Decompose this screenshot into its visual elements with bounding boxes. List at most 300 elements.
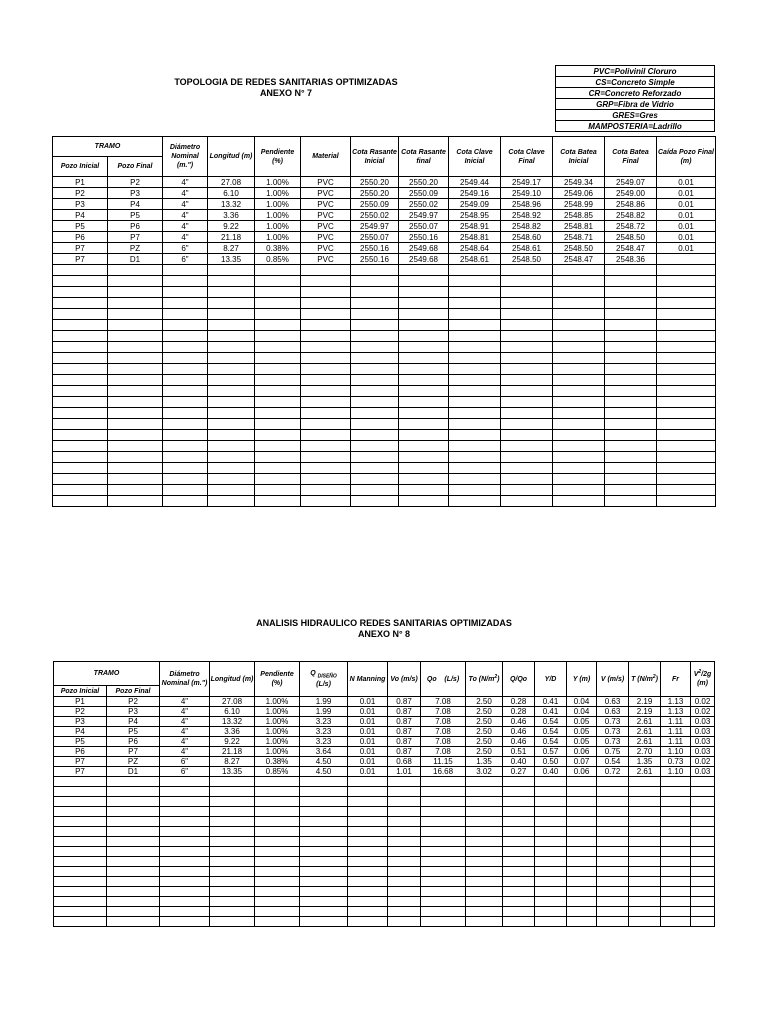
table-cell bbox=[657, 287, 716, 298]
table-cell bbox=[351, 463, 399, 474]
table-cell: 7.08 bbox=[421, 737, 466, 747]
table-cell: 6" bbox=[160, 767, 210, 777]
table-cell bbox=[501, 331, 553, 342]
table-cell bbox=[388, 867, 421, 877]
table-cell: 2550.16 bbox=[399, 232, 449, 243]
table-cell bbox=[567, 847, 597, 857]
table-cell: 0.01 bbox=[348, 697, 388, 707]
table-cell: 1.01 bbox=[388, 767, 421, 777]
table-cell bbox=[605, 485, 657, 496]
table-cell bbox=[300, 777, 348, 787]
table-cell bbox=[466, 907, 503, 917]
header-q-diseno bbox=[300, 662, 348, 697]
table-cell: PVC bbox=[301, 243, 351, 254]
empty-row bbox=[53, 276, 716, 287]
table-cell bbox=[388, 907, 421, 917]
table-cell: 3.02 bbox=[466, 767, 503, 777]
empty-row bbox=[53, 298, 716, 309]
header-fr: Fr bbox=[661, 662, 691, 697]
table-cell: 0.28 bbox=[503, 697, 535, 707]
table-cell bbox=[553, 320, 605, 331]
table-cell bbox=[553, 496, 605, 507]
table-row bbox=[54, 757, 715, 767]
table-cell bbox=[691, 847, 715, 857]
table-cell bbox=[503, 787, 535, 797]
table-cell bbox=[553, 276, 605, 287]
table-cell: 0.01 bbox=[657, 221, 716, 232]
empty-row bbox=[54, 877, 715, 887]
t-sup: 2 bbox=[652, 673, 656, 680]
table-cell: 0.02 bbox=[691, 757, 715, 767]
table-cell bbox=[449, 474, 501, 485]
table-cell bbox=[255, 331, 301, 342]
table-cell bbox=[501, 496, 553, 507]
table-cell: 2549.00 bbox=[605, 188, 657, 199]
table-cell: 0.57 bbox=[535, 747, 567, 757]
table-cell: 0.01 bbox=[657, 177, 716, 188]
table-cell: 0.05 bbox=[567, 737, 597, 747]
table-cell bbox=[108, 441, 163, 452]
table-cell: 0.54 bbox=[535, 717, 567, 727]
table-cell bbox=[53, 342, 108, 353]
table-cell bbox=[535, 877, 567, 887]
table-cell bbox=[163, 485, 208, 496]
table-cell: 0.01 bbox=[348, 757, 388, 767]
table-cell bbox=[629, 837, 661, 847]
table-cell bbox=[301, 430, 351, 441]
table-cell bbox=[351, 309, 399, 320]
table-cell bbox=[108, 342, 163, 353]
table-cell: 0.40 bbox=[503, 757, 535, 767]
table-cell bbox=[449, 331, 501, 342]
table-cell bbox=[597, 907, 629, 917]
table-cell bbox=[399, 463, 449, 474]
table-cell bbox=[501, 375, 553, 386]
table-cell bbox=[399, 320, 449, 331]
table-cell bbox=[210, 837, 255, 847]
table-cell bbox=[160, 777, 210, 787]
header-cota-clave-final: Cota Clave Final bbox=[501, 137, 553, 177]
table-cell: P7 bbox=[54, 767, 107, 777]
table-cell bbox=[208, 463, 255, 474]
table-cell bbox=[501, 430, 553, 441]
table-cell bbox=[351, 430, 399, 441]
table-cell bbox=[255, 777, 300, 787]
table-cell bbox=[449, 430, 501, 441]
table-cell bbox=[605, 397, 657, 408]
table-cell bbox=[301, 353, 351, 364]
table-cell bbox=[351, 474, 399, 485]
table-cell: 1.00% bbox=[255, 221, 301, 232]
table-cell bbox=[605, 419, 657, 430]
table-cell bbox=[421, 857, 466, 867]
table-cell: PZ bbox=[107, 757, 160, 767]
table-cell: PVC bbox=[301, 221, 351, 232]
table-cell bbox=[466, 857, 503, 867]
table-cell bbox=[107, 877, 160, 887]
table-cell: 1.00% bbox=[255, 199, 301, 210]
table-cell: 0.03 bbox=[691, 727, 715, 737]
table-cell: 0.05 bbox=[567, 727, 597, 737]
table-cell bbox=[466, 827, 503, 837]
table-cell bbox=[301, 287, 351, 298]
header-tramo: TRAMO bbox=[53, 137, 163, 157]
table-cell bbox=[255, 807, 300, 817]
table-cell bbox=[255, 452, 301, 463]
table-cell bbox=[449, 386, 501, 397]
table-cell: P6 bbox=[53, 232, 108, 243]
table-cell bbox=[208, 452, 255, 463]
table-cell bbox=[301, 331, 351, 342]
table-cell: 3.64 bbox=[300, 747, 348, 757]
table-cell: 13.32 bbox=[208, 199, 255, 210]
table-cell: 0.87 bbox=[388, 727, 421, 737]
table-cell: 2548.47 bbox=[553, 254, 605, 265]
table-cell bbox=[553, 430, 605, 441]
table-cell: 0.03 bbox=[691, 747, 715, 757]
table-cell bbox=[567, 817, 597, 827]
table-cell bbox=[535, 827, 567, 837]
table-cell: 2.61 bbox=[629, 727, 661, 737]
table-cell bbox=[657, 265, 716, 276]
table-cell bbox=[567, 827, 597, 837]
table-cell bbox=[348, 797, 388, 807]
table-cell bbox=[348, 897, 388, 907]
empty-row bbox=[53, 375, 716, 386]
table-cell bbox=[399, 452, 449, 463]
table-cell bbox=[657, 386, 716, 397]
table-row bbox=[53, 177, 716, 188]
table-cell: 0.75 bbox=[597, 747, 629, 757]
q-diseno-symbol: Q bbox=[310, 670, 316, 678]
table-cell: 1.00% bbox=[255, 697, 300, 707]
table-cell: 0.04 bbox=[567, 707, 597, 717]
table-cell bbox=[605, 298, 657, 309]
table-cell bbox=[553, 441, 605, 452]
table-cell: 7.08 bbox=[421, 697, 466, 707]
table-cell bbox=[53, 298, 108, 309]
table-cell bbox=[501, 419, 553, 430]
table-cell bbox=[567, 907, 597, 917]
table-cell bbox=[108, 430, 163, 441]
table-cell: 2549.97 bbox=[399, 210, 449, 221]
table-cell bbox=[163, 496, 208, 507]
table-cell bbox=[53, 474, 108, 485]
table-cell bbox=[657, 408, 716, 419]
table-cell bbox=[449, 441, 501, 452]
table-cell bbox=[255, 887, 300, 897]
table-row bbox=[54, 717, 715, 727]
table-cell bbox=[388, 777, 421, 787]
table-row bbox=[54, 697, 715, 707]
table-cell: 2549.68 bbox=[399, 254, 449, 265]
table-cell bbox=[163, 342, 208, 353]
table-cell bbox=[348, 917, 388, 927]
table-cell bbox=[421, 817, 466, 827]
annex7-title: TOPOLOGIA DE REDES SANITARIAS OPTIMIZADAS bbox=[174, 77, 398, 87]
table-cell: P4 bbox=[53, 210, 108, 221]
table-cell bbox=[597, 807, 629, 817]
table-cell bbox=[301, 309, 351, 320]
table-cell: 0.54 bbox=[597, 757, 629, 767]
table-cell: P7 bbox=[54, 757, 107, 767]
table-cell: 0.54 bbox=[535, 727, 567, 737]
table-cell bbox=[301, 375, 351, 386]
table-cell: 0.46 bbox=[503, 737, 535, 747]
table-cell bbox=[629, 857, 661, 867]
topology-table bbox=[52, 136, 716, 507]
table-cell bbox=[160, 847, 210, 857]
table-cell bbox=[301, 265, 351, 276]
table-cell bbox=[351, 342, 399, 353]
table-cell bbox=[661, 857, 691, 867]
table-cell bbox=[108, 496, 163, 507]
table-cell bbox=[107, 897, 160, 907]
table-cell bbox=[351, 408, 399, 419]
table-cell bbox=[255, 907, 300, 917]
table-cell bbox=[661, 837, 691, 847]
table-cell bbox=[449, 265, 501, 276]
table-cell: P1 bbox=[53, 177, 108, 188]
table-cell bbox=[54, 867, 107, 877]
table-cell bbox=[348, 847, 388, 857]
annex7-title-block bbox=[150, 77, 422, 99]
table-cell bbox=[388, 857, 421, 867]
table-cell: 21.18 bbox=[208, 232, 255, 243]
table-cell bbox=[657, 309, 716, 320]
table-cell bbox=[255, 397, 301, 408]
table-cell: 6" bbox=[163, 254, 208, 265]
table-cell bbox=[605, 452, 657, 463]
table-cell: 2549.97 bbox=[351, 221, 399, 232]
table-cell: 2548.36 bbox=[605, 254, 657, 265]
table-cell bbox=[691, 887, 715, 897]
table-cell bbox=[661, 797, 691, 807]
table-cell bbox=[108, 408, 163, 419]
table-cell: 4" bbox=[160, 717, 210, 727]
table-cell: P1 bbox=[54, 697, 107, 707]
table-cell bbox=[255, 408, 301, 419]
table-cell bbox=[388, 827, 421, 837]
header-y-m: Y (m) bbox=[567, 662, 597, 697]
table-cell bbox=[567, 777, 597, 787]
table-cell: 0.87 bbox=[388, 717, 421, 727]
table-cell bbox=[108, 320, 163, 331]
table-cell bbox=[255, 787, 300, 797]
table-cell bbox=[351, 485, 399, 496]
table-cell: 2548.81 bbox=[553, 221, 605, 232]
table-cell: 2550.07 bbox=[399, 221, 449, 232]
header-longitud-2: Longitud (m) bbox=[210, 662, 255, 697]
table-cell bbox=[421, 897, 466, 907]
table-cell bbox=[629, 867, 661, 877]
table-cell bbox=[553, 397, 605, 408]
empty-row bbox=[53, 474, 716, 485]
table-cell bbox=[208, 408, 255, 419]
table-cell: 2.50 bbox=[466, 727, 503, 737]
table-cell bbox=[449, 463, 501, 474]
table-cell: 0.73 bbox=[661, 757, 691, 767]
table-cell bbox=[108, 452, 163, 463]
table-cell bbox=[605, 430, 657, 441]
table-cell: 2549.44 bbox=[449, 177, 501, 188]
table-cell: PVC bbox=[301, 254, 351, 265]
table-cell bbox=[597, 867, 629, 877]
table-cell bbox=[466, 817, 503, 827]
table-cell bbox=[255, 817, 300, 827]
empty-row bbox=[53, 408, 716, 419]
t-close: ) bbox=[655, 675, 658, 683]
table-cell bbox=[163, 463, 208, 474]
table-cell: 0.03 bbox=[691, 767, 715, 777]
table-cell: 6.10 bbox=[208, 188, 255, 199]
header-material: Material bbox=[301, 137, 351, 177]
table-cell bbox=[54, 807, 107, 817]
table-cell: 13.32 bbox=[210, 717, 255, 727]
table-cell bbox=[108, 375, 163, 386]
table-cell bbox=[597, 797, 629, 807]
table-cell bbox=[53, 408, 108, 419]
header-pozo-inicial-2: Pozo Inicial bbox=[54, 686, 107, 697]
table-cell bbox=[108, 353, 163, 364]
table-cell: 4" bbox=[160, 697, 210, 707]
empty-row bbox=[54, 917, 715, 927]
table-cell: 0.87 bbox=[388, 707, 421, 717]
table-cell: 11.15 bbox=[421, 757, 466, 767]
table-cell: 2548.81 bbox=[449, 232, 501, 243]
header-pendiente-2: Pendiente (%) bbox=[255, 662, 300, 697]
table-cell bbox=[501, 276, 553, 287]
table-cell: 1.35 bbox=[629, 757, 661, 767]
table-cell bbox=[466, 847, 503, 857]
table-cell bbox=[449, 353, 501, 364]
table-cell: 2548.50 bbox=[605, 232, 657, 243]
table-cell: 9.22 bbox=[210, 737, 255, 747]
table-cell bbox=[107, 847, 160, 857]
table-cell bbox=[54, 897, 107, 907]
table-cell bbox=[53, 386, 108, 397]
table-cell bbox=[163, 375, 208, 386]
table-cell bbox=[535, 837, 567, 847]
table-cell bbox=[107, 827, 160, 837]
table-cell bbox=[255, 276, 301, 287]
table-cell: 4.50 bbox=[300, 757, 348, 767]
table-cell: 2548.61 bbox=[449, 254, 501, 265]
table-cell bbox=[351, 265, 399, 276]
table-cell bbox=[300, 807, 348, 817]
table-cell bbox=[501, 320, 553, 331]
table-cell bbox=[657, 496, 716, 507]
table-cell bbox=[501, 287, 553, 298]
table-cell bbox=[108, 287, 163, 298]
table-cell bbox=[208, 265, 255, 276]
table-cell bbox=[300, 897, 348, 907]
table-cell bbox=[503, 867, 535, 877]
table-cell bbox=[421, 807, 466, 817]
table-cell bbox=[535, 887, 567, 897]
table-cell bbox=[208, 331, 255, 342]
table-cell: P3 bbox=[107, 707, 160, 717]
empty-row bbox=[53, 452, 716, 463]
table-cell bbox=[301, 474, 351, 485]
table-cell bbox=[388, 887, 421, 897]
table-cell bbox=[208, 397, 255, 408]
table-cell: 0.63 bbox=[597, 707, 629, 717]
table-cell: 4" bbox=[163, 199, 208, 210]
legend-item: GRES=Gres bbox=[556, 110, 715, 121]
table-cell bbox=[605, 496, 657, 507]
table-cell: 0.46 bbox=[503, 727, 535, 737]
table-cell bbox=[208, 342, 255, 353]
table-cell bbox=[553, 375, 605, 386]
legend-item: PVC=Polivinil Cloruro bbox=[556, 66, 715, 77]
table-cell: P7 bbox=[53, 254, 108, 265]
table-cell bbox=[255, 867, 300, 877]
table-cell: 0.73 bbox=[597, 727, 629, 737]
table-cell bbox=[691, 857, 715, 867]
header-vo: Vo (m/s) bbox=[388, 662, 421, 697]
table-cell: 4.50 bbox=[300, 767, 348, 777]
table-cell bbox=[54, 847, 107, 857]
table-cell bbox=[605, 375, 657, 386]
table-cell bbox=[160, 867, 210, 877]
table-cell bbox=[661, 817, 691, 827]
table-cell bbox=[53, 485, 108, 496]
table-cell: 2.50 bbox=[466, 747, 503, 757]
table-cell bbox=[53, 320, 108, 331]
table-cell: 2548.95 bbox=[449, 210, 501, 221]
empty-row bbox=[53, 287, 716, 298]
table-cell bbox=[553, 364, 605, 375]
table-cell bbox=[399, 474, 449, 485]
empty-row bbox=[53, 342, 716, 353]
table-cell: 0.02 bbox=[691, 697, 715, 707]
table-cell bbox=[605, 386, 657, 397]
header-diametro-2: Diámetro Nominal (m.") bbox=[160, 662, 210, 697]
table-cell bbox=[351, 353, 399, 364]
table-cell bbox=[53, 287, 108, 298]
table-cell: 0.06 bbox=[567, 767, 597, 777]
table-cell: P2 bbox=[108, 177, 163, 188]
table-cell: 0.41 bbox=[535, 707, 567, 717]
table-cell: P2 bbox=[54, 707, 107, 717]
table-cell bbox=[466, 807, 503, 817]
table-cell bbox=[535, 797, 567, 807]
table-cell: 2548.71 bbox=[553, 232, 605, 243]
table-cell bbox=[163, 419, 208, 430]
table-cell bbox=[210, 907, 255, 917]
table-cell bbox=[691, 897, 715, 907]
table-cell bbox=[629, 787, 661, 797]
table-cell: 0.01 bbox=[348, 767, 388, 777]
table-cell bbox=[210, 817, 255, 827]
annex8-subtitle: ANEXO N° 8 bbox=[357, 629, 411, 639]
table-cell bbox=[163, 265, 208, 276]
table-cell bbox=[300, 827, 348, 837]
table-cell bbox=[605, 309, 657, 320]
table-cell: 2550.16 bbox=[351, 254, 399, 265]
table-cell bbox=[657, 342, 716, 353]
table-cell bbox=[466, 897, 503, 907]
table-cell bbox=[210, 807, 255, 817]
table-cell bbox=[107, 917, 160, 927]
table-cell bbox=[54, 907, 107, 917]
table-cell: 1.00% bbox=[255, 232, 301, 243]
table-cell: 2548.60 bbox=[501, 232, 553, 243]
table-cell bbox=[160, 827, 210, 837]
table-cell bbox=[661, 847, 691, 857]
table-cell bbox=[553, 331, 605, 342]
